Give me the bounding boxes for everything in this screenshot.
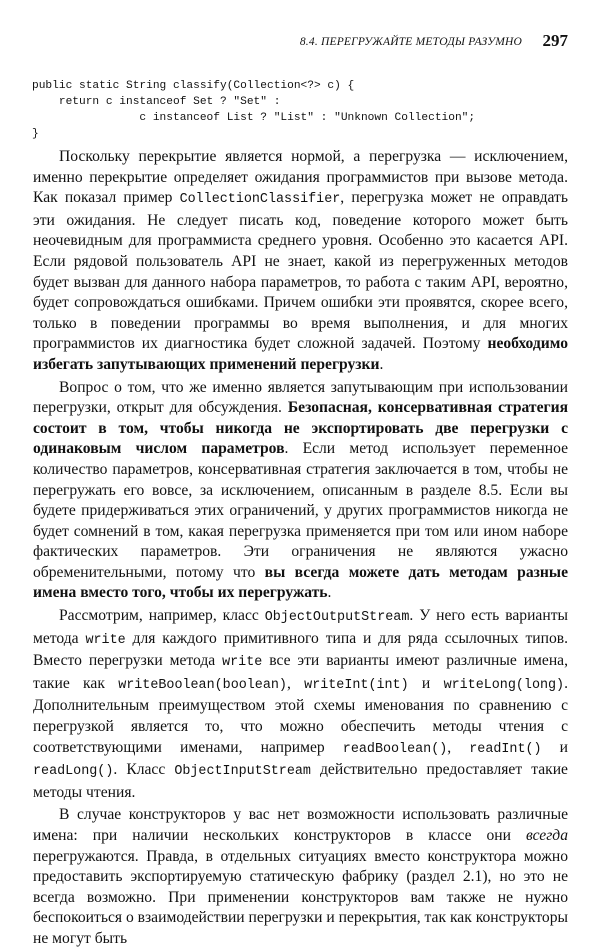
text-run: . Дополнительным преимуществом этой схемы именования по сравнению с перегрузкой является то, что можно обеспечить методы чтения с соответствующими именами, например: [33, 674, 569, 756]
body-text: [33, 147, 568, 952]
text-run: и: [408, 674, 444, 692]
text-run: .: [327, 584, 332, 602]
text-run: перегружаются. Правда, в отдельных ситуациях вместо конструктора можно предоставить экспортируемую статическую фабрику (раздел 2.1), но это не всегда возможно. При применении конструкторов вам также не нужно беспокоиться о взаимодействии перегрузки и перекрытия, так как конструкторы не могут быть: [33, 847, 568, 947]
text-run: , перегрузка может не оправдать эти ожидания. Не следует писать код, поведение которого может быть неочевидным для программиста среднего уровня. Особенно это касается API. Если рядовой пользователь API не знает, какой из перегруженных методов будет вызван для данного набора параметров, то работа с таким API, вероятно, будет сопровождаться ошибками. Причем ошибки эти проявятся, скорее всего, только в поведении программы во время выполнения, и для многих программистов их диагностика будет сложной задачей. Поэтому: [33, 189, 568, 353]
text-run: все эти варианты имеют различные имена, такие как: [33, 652, 568, 692]
text-run: Вопрос о том, что же именно является запутывающим при использовании перегрузки, открыт для обсуждения.: [33, 378, 568, 417]
running-title: 8.4. ПЕРЕГРУЖАЙТЕ МЕТОДЫ РАЗУМНО: [299, 36, 522, 48]
italic-text: всегда: [526, 827, 568, 844]
bold-text: Безопасная, консервативная стратегия состоит в том, чтобы никогда не экспортировать две перегрузки с одинаковым числом параметров: [33, 399, 568, 458]
inline-code: writeBoolean(boolean): [118, 677, 287, 693]
inline-code: write: [222, 655, 263, 671]
page-header: [32, 30, 568, 54]
paragraph: [33, 606, 568, 803]
text-run: В случае конструкторов у вас нет возможности использовать различные имена: при наличии нескольких конструкторов в классе они: [33, 806, 568, 844]
text-run: Рассмотрим, например, класс: [59, 607, 265, 625]
inline-code: writeLong(long): [443, 677, 565, 693]
text-run: ,: [286, 674, 305, 692]
inline-code: ObjectOutputStream: [264, 610, 410, 626]
text-run: для каждого примитивного типа и для ряда ссылочных типов. Вместо перегрузки метода: [33, 629, 569, 670]
bold-text: необходимо избегать запутывающих применений перегрузки: [33, 335, 568, 373]
paragraph: [33, 147, 568, 376]
inline-code: readInt(): [469, 741, 542, 757]
inline-code: CollectionClassifier: [179, 192, 341, 208]
inline-code: readBoolean(): [342, 741, 448, 757]
text-run: действительно предоставляет такие методы чтения.: [33, 761, 568, 801]
paragraph: [33, 378, 568, 605]
bold-text: вы всегда можете дать методам разные имена вместо того, чтобы их перегружать: [33, 563, 568, 602]
text-run: .: [379, 355, 384, 373]
inline-code: writeInt(int): [304, 677, 409, 693]
page-number: 297: [542, 31, 568, 50]
code-listing: public static String classify(Collection<?> c) { return c instanceof Set ? "Set" : c instanceof List ? "List" : "Unknown Collection"; }: [32, 80, 476, 140]
text-run: . У него есть варианты метода: [33, 607, 568, 647]
inline-code: write: [85, 632, 126, 648]
text-run: . Если метод использует переменное количество параметров, консервативная стратегия заключается в том, чтобы не перегружать его вовсе, за исключением, описанным в разделе 8.5. Если вы будете придерживаться этих ограничений, у других программистов никогда не будет сомнений в том, какая перегрузка применяется при том или ином наборе фактических параметров. Эти ограничения не являются ужасно обременительными, потому что: [33, 440, 569, 581]
inline-code: readLong(): [33, 764, 114, 780]
text-run: Поскольку перекрытие является нормой, а перегрузка — исключением, именно перекрытие определяет ожидания программистов при вызове метода. Как показал пример: [33, 148, 568, 207]
inline-code: ObjectInputStream: [174, 764, 311, 780]
paragraph: [33, 805, 568, 949]
text-run: и: [541, 738, 569, 756]
text-run: . Класс: [113, 761, 175, 779]
text-run: ,: [447, 738, 470, 756]
